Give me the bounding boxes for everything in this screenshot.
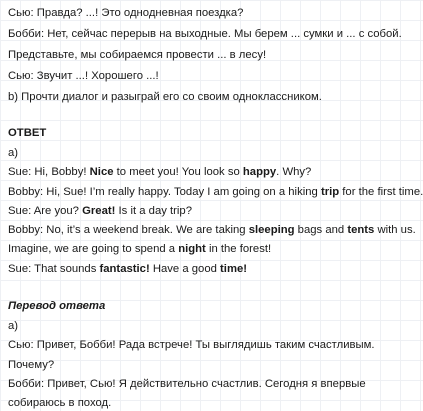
translation-line: Бобби: Привет, Сью! Я действительно счастлив. Сегодня я впервые [8,378,366,390]
answer-text: to meet you! You look so [113,166,243,178]
answer-text: Sue: That sounds [8,263,100,275]
answer-title: ОТВЕТ [8,127,47,139]
answer-word: Nice [89,166,114,178]
answer-word: tents [347,224,375,236]
task-line: Представьте, мы собираемся провести ... в лесу! [8,49,267,61]
answer-word: fantastic! [99,263,150,275]
task-line: Сью: Правда? ...! Это однодневная поездка? [8,7,244,19]
answer-line [8,203,192,219]
answer-word: happy [242,166,277,178]
answer-line [8,222,416,238]
translation-line: Сью: Привет, Бобби! Рада встрече! Ты выглядишь таким счастливым. [8,339,375,351]
task-instruction: b) Прочти диалог и разыграй его со своим одноклассником. [8,91,322,103]
task-line: Сью: Звучит ...! Хорошего ...! [8,70,159,82]
answer-line [8,261,247,277]
answer-word: trip [320,186,340,198]
answer-word: night [178,243,206,255]
translation-line: Почему? [8,359,55,371]
answer-text: in the forest! [205,243,272,255]
answer-text: Sue: Are you? [8,205,83,217]
answer-word: time! [220,263,248,275]
answer-word: Great! [82,205,116,217]
answer-word: sleeping [248,224,295,236]
answer-text: bags and [294,224,348,236]
answer-text: with us. [374,224,416,236]
answer-text: Is it a day trip? [115,205,192,217]
answer-line [8,184,423,200]
answer-label: а) [8,147,19,159]
task-line: Бобби: Нет, сейчас перерыв на выходные. Мы берем ... сумки и ... с собой. [8,28,402,40]
answer-text: Have a good [149,263,221,275]
answer-text: for the first time. [339,186,423,198]
answer-text: Sue: Hi, Bobby! [8,166,90,178]
answer-text: Bobby: No, it’s a weekend break. We are taking [8,224,249,236]
translation-label: а) [8,320,19,332]
answer-text: Bobby: Hi, Sue! I’m really happy. Today I am going on a hiking [8,186,321,198]
translation-line: собираюсь в поход. [8,397,112,409]
answer-line [8,241,271,257]
answer-text: Imagine, we are going to spend a [8,243,179,255]
answer-line [8,164,311,180]
translation-title: Перевод ответа [8,300,106,312]
answer-text: . Why? [276,166,312,178]
